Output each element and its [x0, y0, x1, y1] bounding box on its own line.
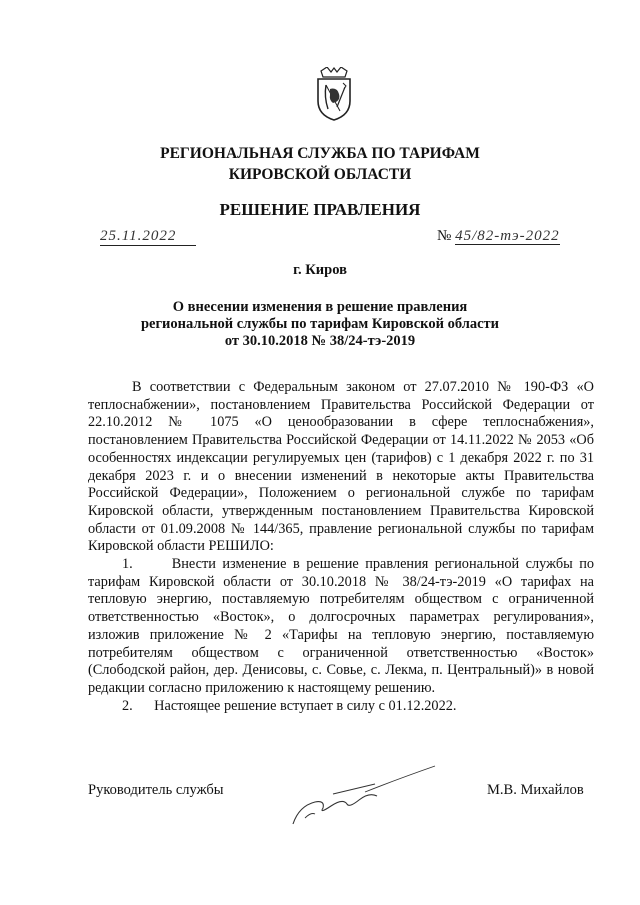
document-number	[437, 228, 560, 245]
document-subject	[0, 299, 640, 350]
kirov-coat-of-arms-icon	[313, 67, 355, 121]
document-body	[88, 379, 594, 715]
city-label: г. Киров	[293, 262, 347, 278]
number-value: 45/82-тэ-2022	[455, 228, 560, 244]
subject-line-3: от 30.10.2018 № 38/24-тэ-2019	[224, 333, 416, 349]
item-1-paragraph: 1. Внести изменение в решение правления региональной службы по тарифам Кировской области от 30.10.2018 № 38/24-тэ-2019 «О тарифах на тепловую энергию, поставляемую потребителям обществом с ограниченной ответственностью «Восток», о долгосрочных параметрах регулирования», изложив приложение № 2 «Тарифы на тепловую энергию, поставляемую потребителям обществом с ограниченной ответственностью «Восток» (Слободской район, дер. Денисовы, с. Совье, с. Лекма, п. Центральный)» в новой редакции согласно приложению к настоящему решению.	[88, 556, 594, 696]
item-2-paragraph: 2. Настоящее решение вступает в силу с 01.12.2022.	[122, 697, 457, 714]
signatory-position: Руководитель службы	[88, 782, 224, 798]
organization-name	[0, 143, 640, 185]
org-line-1: РЕГИОНАЛЬНАЯ СЛУЖБА ПО ТАРИФАМ	[160, 145, 480, 162]
document-date: 25.11.2022	[100, 228, 196, 246]
subject-line-2: региональной службы по тарифам Кировской области	[140, 316, 500, 332]
org-line-2: КИРОВСКОЙ ОБЛАСТИ	[228, 166, 412, 183]
signatory-name: М.В. Михайлов	[487, 782, 584, 798]
document-type-title: РЕШЕНИЕ ПРАВЛЕНИЯ	[219, 200, 421, 219]
handwritten-signature-icon	[285, 762, 445, 832]
preamble-paragraph: В соответствии с Федеральным законом от 27.07.2010 № 190-ФЗ «О теплоснабжении», постановлением Правительства Российской Федерации от 22.10.2012 № 1075 «О ценообразовании в сфере теплоснабжения», постановлением Правительства Российской Федерации от 14.11.2022 № 2053 «Об особенностях индексации регулируемых цен (тарифов) с 1 декабря 2022 г. по 31 декабря 2023 г. и о внесении изменений в некоторые акты Правительства Российской Федерации», Положением о региональной службе по тарифам Кировской области, утвержденным постановлением Правительства Кировской области от 01.09.2008 № 144/365, правление региональной службы по тарифам Кировской области РЕШИЛО:	[88, 379, 594, 555]
subject-line-1: О внесении изменения в решение правления	[172, 299, 468, 315]
number-sign: №	[437, 228, 452, 244]
